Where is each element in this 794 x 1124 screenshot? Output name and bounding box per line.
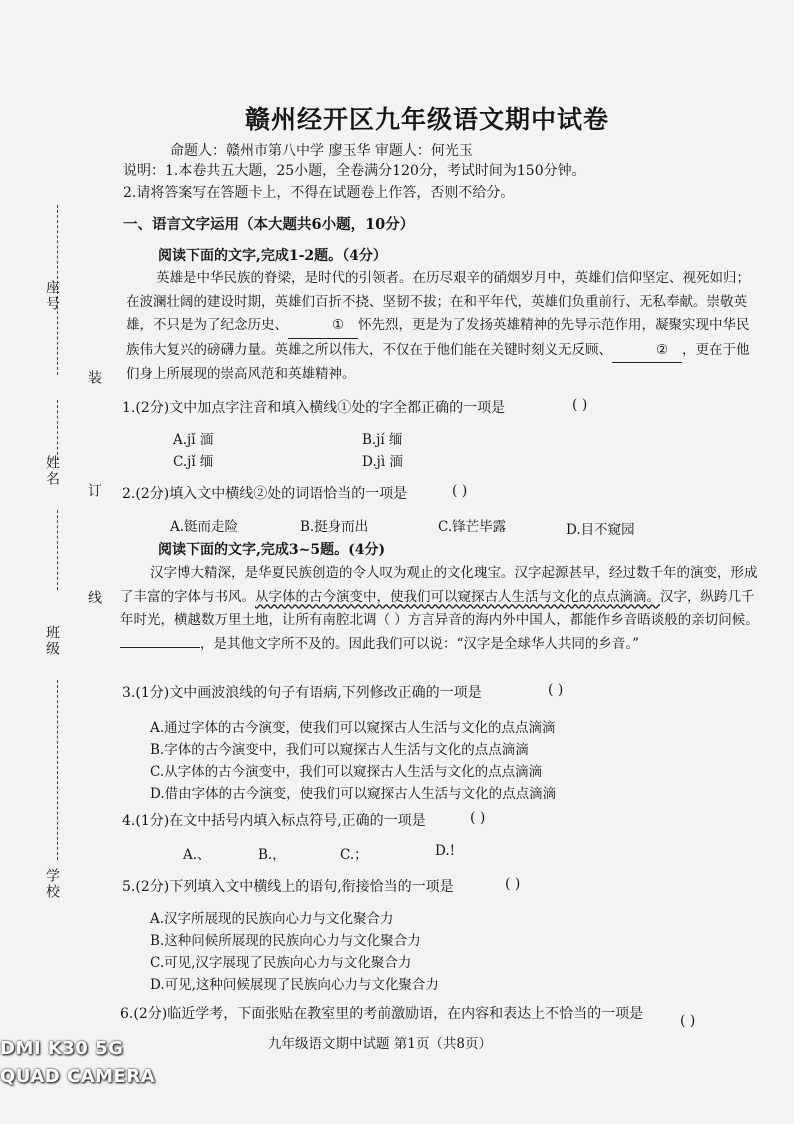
blank-1: ①	[288, 314, 358, 339]
passage-2	[120, 562, 766, 656]
passage-1-part-a: 英雄是中华民族的脊梁，是时代的引领者。在历尽艰辛的硝烟岁月中，英雄们信仰坚定、视死如归；在波澜壮阔的建设时期，英雄们百折不挠、坚韧不拔；在和平年代，英雄们负重前行、无私奉献。崇敬英雄，不只是为了纪念历史、	[126, 270, 750, 333]
question-3-option-d: D.借由字体的古今演变，使我们可以窥探古人生活与文化的点点滴滴	[150, 786, 557, 802]
blank-3	[120, 647, 200, 648]
wavy-underlined-sentence: 从字体的古今演变中，使我们可以窥探古人生活与文化的点点滴滴。	[255, 588, 660, 605]
passage-2-part-b: 汉字，纵跨几千年时光，横越数万里土地，让所有南腔北调（ ）方言异音的海内外中国人，都能作乡音晤谈般的亲切问候。	[120, 588, 759, 628]
passage-1-part-c: ，更在于他们身上所展现的崇高风范和英雄精神。	[126, 341, 750, 382]
binding-line-lower	[57, 510, 58, 590]
camera-watermark-quad: QUAD CAMERA	[0, 1066, 156, 1087]
page-title: 赣州经开区九年级语文期中试卷	[245, 105, 610, 134]
page-footer: 九年级语文期中试题 第1页（共8页）	[268, 1036, 492, 1052]
class-label: 班级	[44, 625, 60, 657]
question-4-answer-paren: ( )	[470, 810, 486, 826]
question-5-option-b: B.这种问候所展现的民族向心力与文化聚合力	[150, 933, 421, 949]
question-3-option-a: A.通过字体的古今演变，使我们可以窥探古人生活与文化的点点滴滴	[150, 720, 556, 736]
passage-2-part-c: ，是其他文字所不及的。因此我们可以说：“汉字是全球华人共同的乡音。”	[200, 635, 640, 652]
question-2-option-d: D.目不窥园	[566, 522, 635, 538]
question-2-option-c: C.锋芒毕露	[438, 519, 507, 535]
question-3-option-c: C.从字体的古今演变中，我们可以窥探古人生活与文化的点点滴滴	[150, 764, 543, 780]
binding-line-mid	[57, 400, 58, 460]
question-1-answer-paren: ( )	[572, 397, 588, 413]
question-5-option-d: D.可见,这种问候展现了民族向心力与文化聚合力	[150, 977, 439, 993]
binding-mark-zhuang: 装	[86, 370, 102, 386]
reading-instruction-2: 阅读下面的文字,完成3~5题。(4分)	[158, 542, 386, 558]
question-6-answer-paren: ( )	[680, 1013, 696, 1029]
question-5-option-a: A.汉字所展现的民族向心力与文化聚合力	[150, 911, 394, 927]
question-1-option-d: D.jì 湎	[362, 454, 403, 470]
seat-label: 座号	[44, 280, 60, 312]
question-4-option-d: D.!	[435, 843, 456, 859]
question-2-option-b: B.挺身而出	[300, 519, 369, 535]
question-5-answer-paren: ( )	[505, 876, 521, 892]
question-3-option-b: B.字体的古今演变中，我们可以窥探古人生活与文化的点点滴滴	[150, 742, 529, 758]
question-1-option-b: B.jí 缅	[362, 432, 403, 448]
instructions-note-2: 2.请将答案写在答题卡上，不得在试题卷上作答，否则不给分。	[123, 185, 515, 201]
passage-1	[126, 267, 758, 387]
instructions-note-1: 说明：1.本卷共五大题，25小题，全卷满分120分，考试时间为150分钟。	[123, 163, 586, 179]
camera-watermark-model: DMI K30 5G	[0, 1038, 124, 1059]
question-1-option-a: A.jǐ 湎	[173, 432, 214, 448]
binding-mark-xian: 线	[86, 590, 102, 606]
question-2-stem: 2.(2分)填入文中横线②处的词语恰当的一项是	[122, 486, 408, 502]
school-label: 学校	[44, 868, 60, 900]
name-label: 姓名	[44, 455, 60, 487]
question-4-option-a: A.、	[183, 847, 211, 863]
section-heading: 一、语言文字运用（本大题共6小题，10分）	[123, 216, 415, 233]
question-6-stem: 6.(2分)临近学考，下面张贴在教室里的考前激励语，在内容和表达上不恰当的一项是	[120, 1006, 644, 1022]
passage-1-part-b: 怀先烈，更是为了发扬英雄精神的先导示范作用，凝聚实现中华民族伟大复兴的磅礴力量。英雄之所以伟大，不仅在于他们能在关键时刻义无反顾、	[126, 317, 750, 358]
question-1-stem: 1.(2分)文中加点字注音和填入横线①处的字全都正确的一项是	[122, 400, 506, 416]
question-1-option-c: C.jǐ 缅	[173, 454, 214, 470]
question-5-option-c: C.可见,汉字展现了民族向心力与文化聚合力	[150, 955, 412, 971]
binding-line-bottom	[57, 680, 58, 860]
question-4-stem: 4.(1分)在文中括号内填入标点符号,正确的一项是	[122, 813, 426, 829]
reading-instruction-1: 阅读下面的文字,完成1-2题。（4分）	[158, 248, 387, 264]
binding-mark-ding: 订	[86, 483, 102, 499]
question-2-option-a: A.铤而走险	[170, 519, 239, 535]
question-2-answer-paren: ( )	[452, 483, 468, 499]
authors-line: 命题人：赣州市第八中学 廖玉华 审题人：何光玉	[170, 143, 473, 159]
question-4-option-b: B.，	[258, 847, 286, 863]
blank-2: ②	[612, 339, 682, 364]
question-3-stem: 3.(1分)文中画波浪线的句子有语病,下列修改正确的一项是	[122, 685, 482, 701]
question-3-answer-paren: ( )	[548, 682, 564, 698]
passage-2-part-a: 汉字博大精深，是华夏民族创造的令人叹为观止的文化瑰宝。汉字起源甚早，经过数千年的演变，形成了丰富的字体与书风。	[120, 565, 758, 605]
question-5-stem: 5.(2分)下列填入文中横线上的语句,衔接恰当的一项是	[122, 879, 454, 895]
question-4-option-c: C.；	[340, 847, 368, 863]
